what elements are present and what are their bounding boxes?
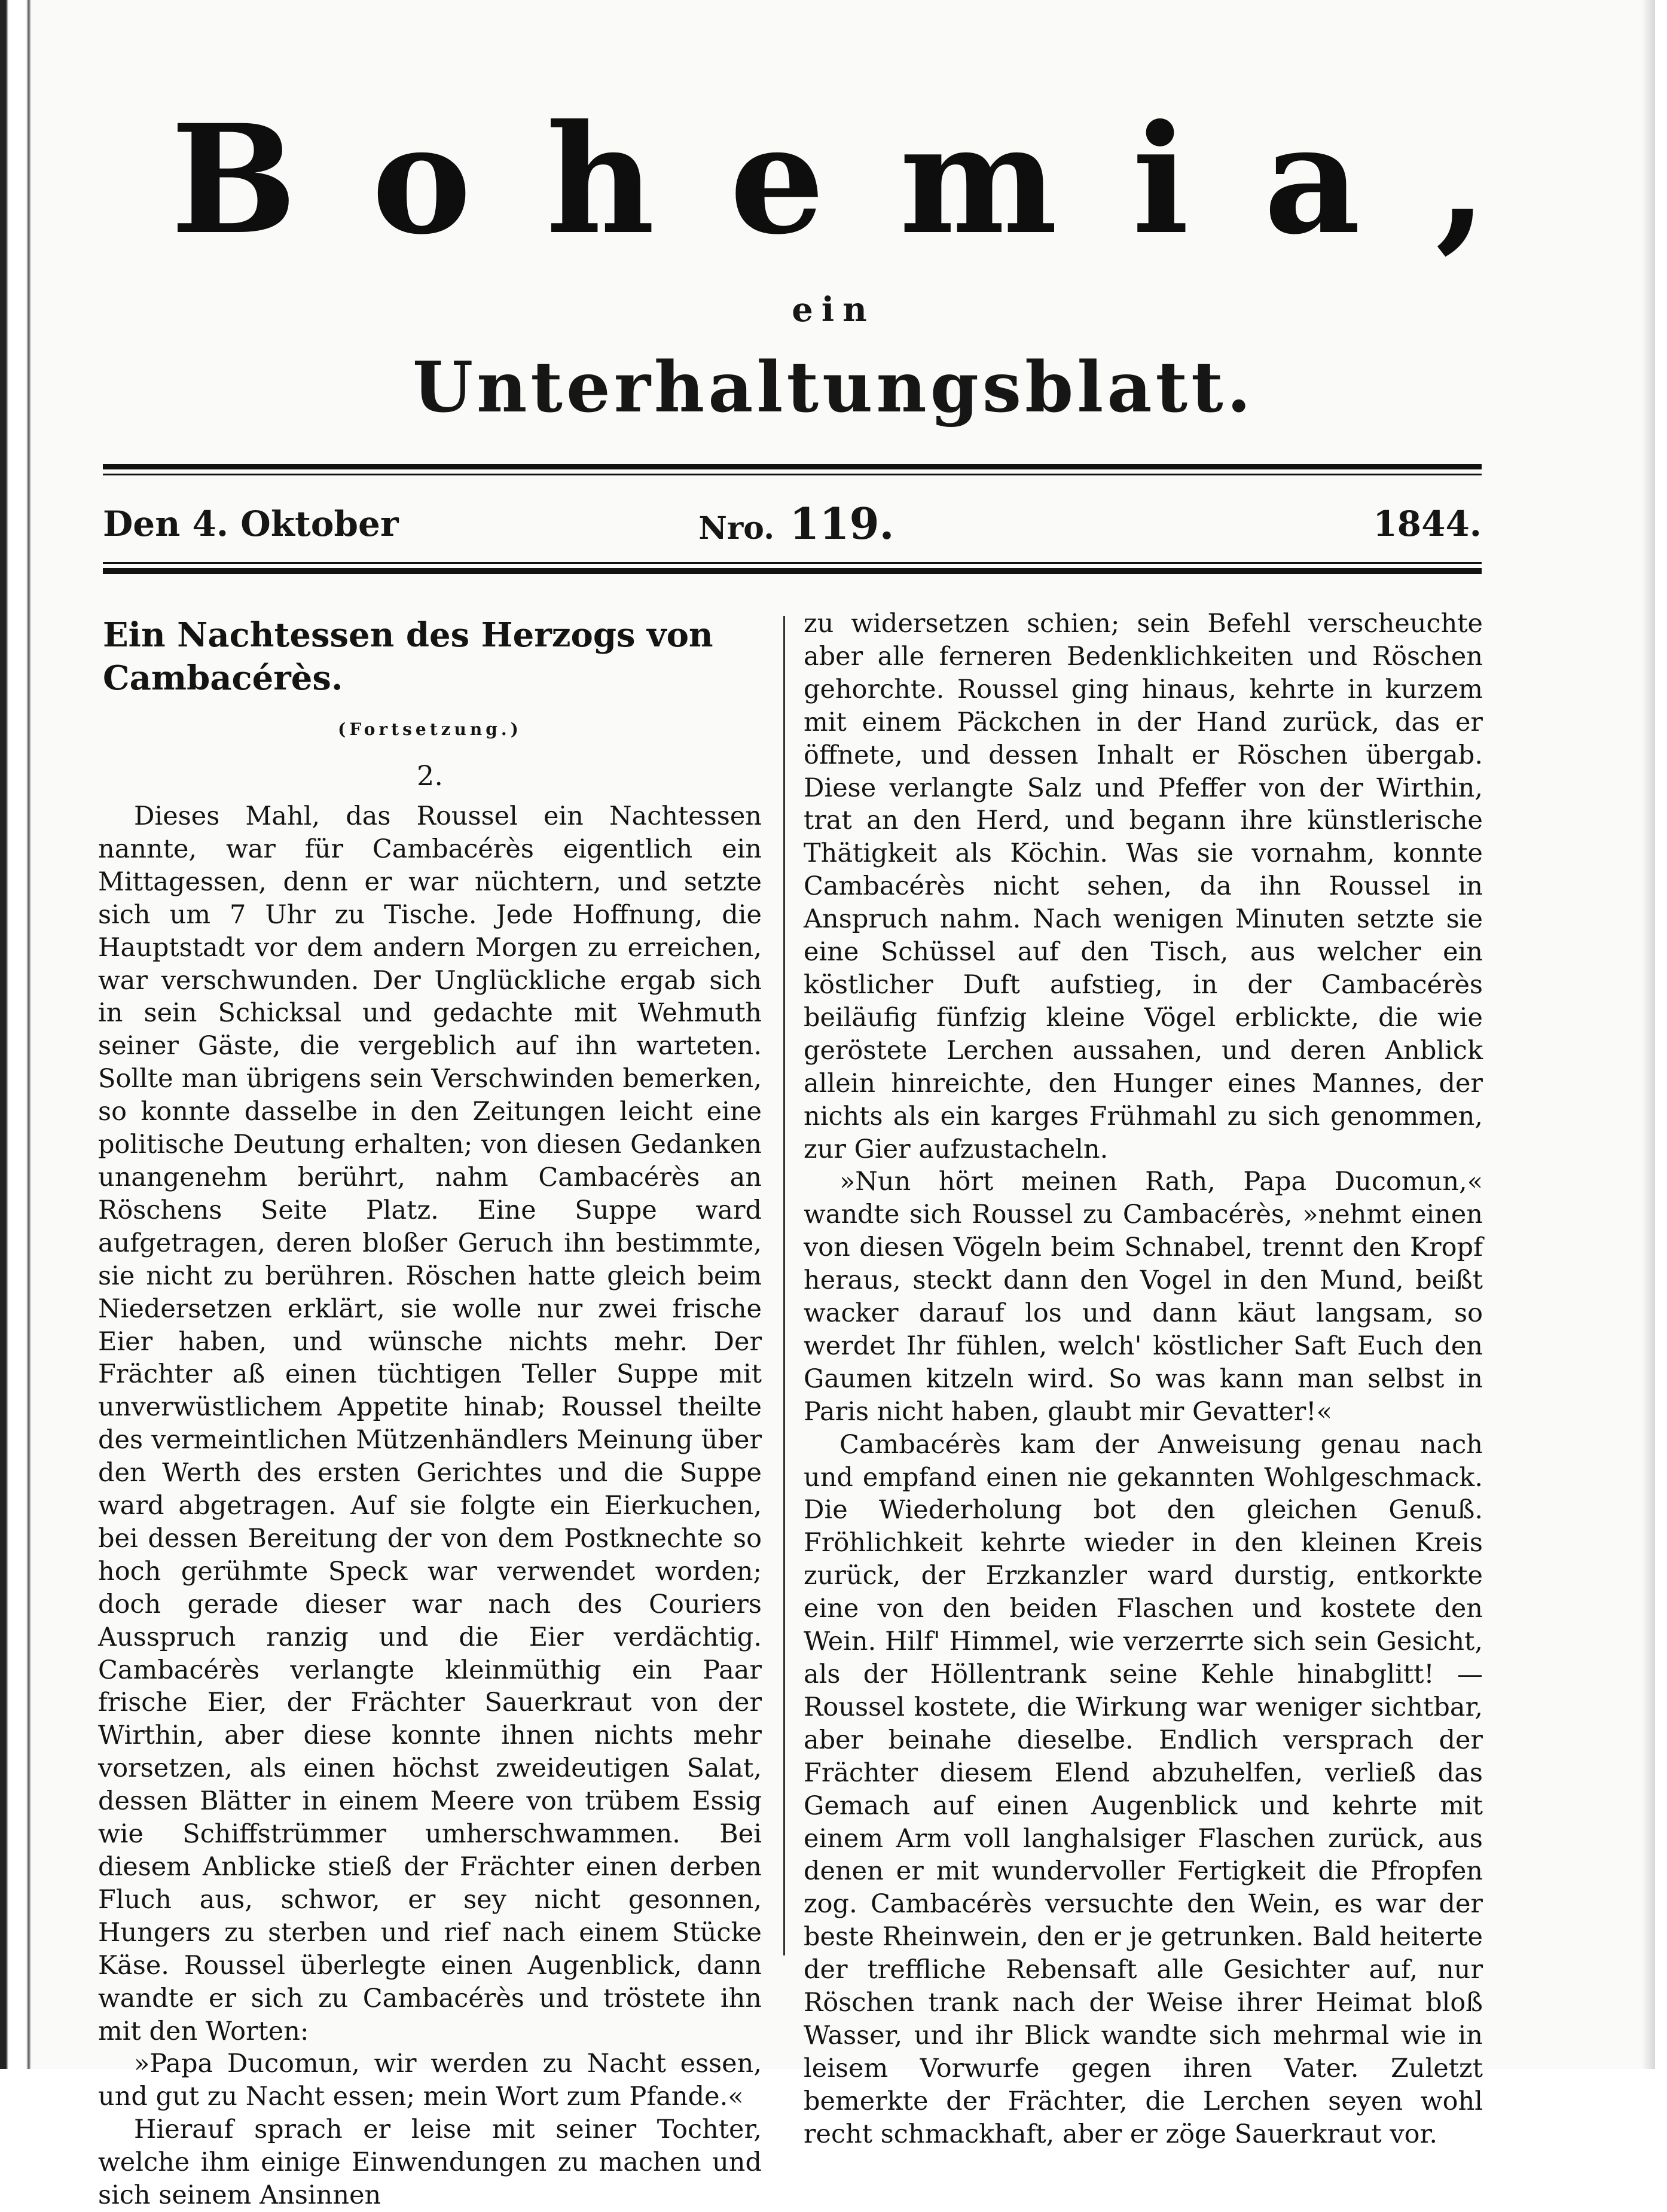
continuation-note: (Fortsetzung.) [338, 719, 522, 739]
paragraph: Hierauf sprach er leise mit seiner Tochter, welche ihm einige Einwendungen zu machen und sich seinem Ansinnen [98, 2115, 762, 2211]
issue-date: Den 4. Oktober [103, 504, 399, 544]
top-rule-thin [103, 474, 1482, 475]
issue-nro-label: Nro. [698, 510, 775, 547]
bottom-rule-thin [103, 562, 1482, 564]
paragraph: zu widersetzen schien; sein Befehl verscheuchte aber alle ferneren Bedenklichkeiten und Röschen gehorchte. Roussel ging hinaus, kehrte in kurzem mit einem Päckchen in der Hand zurück, das er öffnete, und dessen Inhalt er Röschen übergab. Diese verlangte Salz und Pfeffer von der Wirthin, trat an den Herd, und begann ihre künstlerische Thätigkeit als Köchin. Was sie vornahm, konnte Cambacérès nicht sehen, da ihn Roussel in Anspruch nahm. Nach wenigen Minuten setzte sie eine Schüssel auf den Tisch, aus welcher ein köstlicher Duft aufstieg, in der Cambacérès beiläufig fünfzig kleine Vögel erblickte, die wie geröstete Lerchen aussahen, und deren Anblick allein hinreichte, den Hunger eines Mannes, der nichts als ein karges Frühmahl zu sich genommen, zur Gier aufzustacheln. [804, 609, 1483, 1164]
bottom-rule-thick [103, 568, 1482, 574]
masthead-subtitle: Unterhaltungsblatt. [412, 347, 1255, 428]
paragraph: Cambacérès kam der Anweisung genau nach und empfand einen nie gekannten Wohlgeschmack. Die Wiederholung bot den gleichen Genuß. Fröhlichkeit kehrte wieder in den kleinen Kreis zurück, der Erzkanzler ward durstig, entkorkte eine von den beiden Flaschen und kostete den Wein. Hilf' Himmel, wie verzerrte sich sein Gesicht, als der Höllentrank seine Kehle hinabglitt! — Roussel kostete, die Wirkung war weniger sichtbar, aber beinahe dieselbe. Endlich versprach der Frächter diesem Elend abzuhelfen, verließ das Gemach auf einen Augenblick und kehrte mit einem Arm voll langhalsiger Flaschen zurück, aus denen er mit wundervoller Fertigkeit die Pfropfen zog. Cambacérès versuchte den Wein, es war der beste Rheinwein, den er je getrunken. Bald heiterte der treffliche Rebensaft alle Gesichter auf, nur Röschen trank nach der Weise ihrer Heimat bloß Wasser, und ihr Blick wandte sich mehrmal wie in leisem Vorwurfe gegen ihren Vater. Zuletzt bemerkte der Frächter, die Lerchen seyen wohl recht schmackhaft, aber er zöge Sauerkraut vor. [804, 1429, 1483, 2149]
masthead-ein: ein [792, 290, 875, 329]
top-rule-thick [103, 464, 1482, 469]
masthead-title: Bohemia, [170, 91, 1562, 267]
paragraph: Dieses Mahl, das Roussel ein Nachtessen nannte, war für Cambacérès eigentlich ein Mittagessen, denn er war nüchtern, und setzte sich um 7 Uhr zu Tische. Jede Hoffnung, die Hauptstadt vor dem andern Morgen zu erreichen, war verschwunden. Der Unglückliche ergab sich in sein Schicksal und gedachte mit Wehmuth seiner Gäste, die vergeblich auf ihn warteten. Sollte man übrigens sein Verschwinden bemerken, so konnte dasselbe in den Zeitungen leicht eine politische Deutung erhalten; von diesen Gedanken unangenehm berührt, nahm Cambacérès an Röschens Seite Platz. Eine Suppe ward aufgetragen, deren bloßer Geruch ihn bestimmte, sie nicht zu berühren. Röschen hatte gleich beim Niedersetzen erklärt, sie wolle nur zwei frische Eier haben, und wünsche nichts mehr. Der Frächter aß einen tüchtigen Teller Suppe mit unverwüstlichem Appetite hinab; Roussel theilte des vermeintlichen Mützenhändlers Meinung über den Werth des ersten Gerichtes und die Suppe ward abgetragen. Auf sie folgte ein Eierkuchen, bei dessen Bereitung der von dem Postknechte so hoch gerühmte Speck war verwendet worden; doch gerade dieser war nach des Couriers Ausspruch ranzig und die Eier verdächtig. Cambacérès verlangte kleinmüthig ein Paar frische Eier, der Frächter Sauerkraut von der Wirthin, aber diese konnte ihnen nichts mehr vorsetzen, als einen höchst zweideutigen Salat, dessen Blätter in einem Meere von trübem Essig wie Schiffstrümmer umherschwammen. Bei diesem Anblicke stieß der Frächter einen derben Fluch aus, schwor, er sey nicht gesonnen, Hungers zu sterben und rief nach einem Stücke Käse. Roussel überlegte einen Augenblick, dann wandte er sich zu Cambacérès und tröstete ihn mit den Worten: [98, 801, 762, 2046]
issue-year: 1844. [1373, 504, 1482, 544]
column-right [804, 608, 1483, 2151]
issue-number: 119. [789, 498, 894, 549]
section-number: 2. [417, 759, 443, 792]
paragraph: »Papa Ducomun, wir werden zu Nacht essen, und gut zu Nacht essen; mein Wort zum Pfande.« [98, 2049, 762, 2112]
issue-dateline [103, 500, 1482, 548]
issue-number-block [677, 500, 916, 553]
column-left [98, 608, 762, 2212]
column-divider [783, 616, 785, 1955]
article-title: Ein Nachtessen des Herzogs von Cambacérès. [103, 615, 713, 698]
paragraph: »Nun hört meinen Rath, Papa Ducomun,« wandte sich Roussel zu Cambacérès, »nehmt einen von diesen Vögeln beim Schnabel, trennt den Kropf heraus, steckt dann den Vogel in den Mund, beißt wacker darauf los und dann käut langsam, so werdet Ihr fühlen, welch' köstlicher Saft Euch den Gaumen kitzeln wird. So was kann man selbst in Paris nicht haben, glaubt mir Gevatter!« [804, 1167, 1483, 1427]
